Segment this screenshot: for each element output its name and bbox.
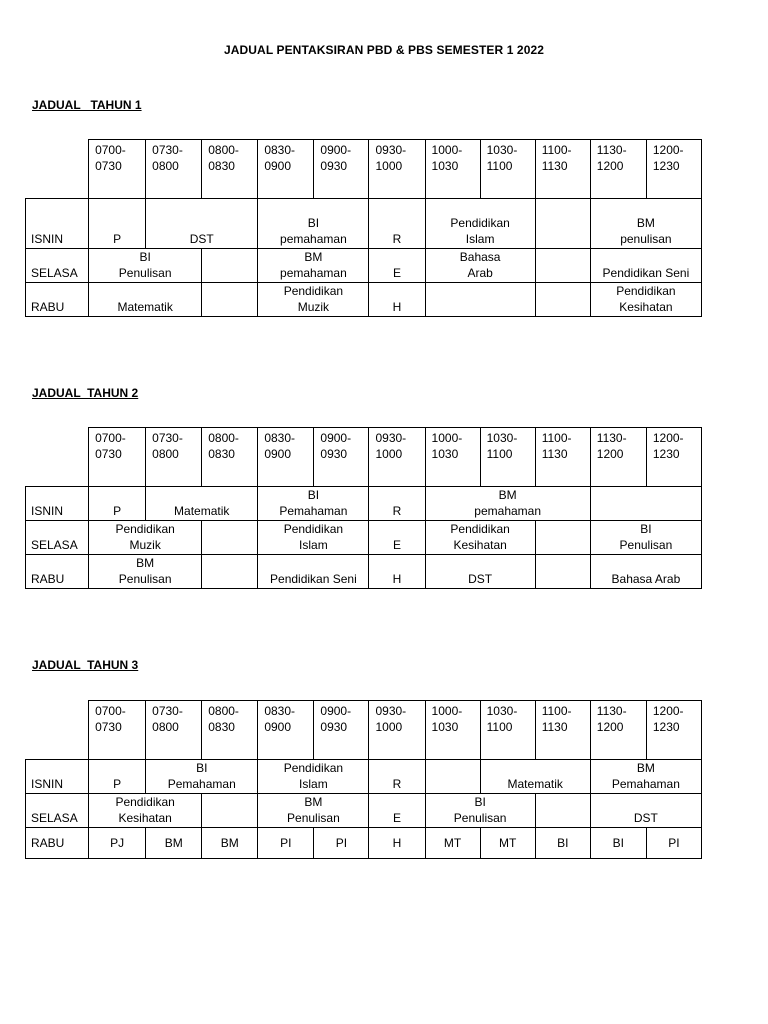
schedule-cell: Bahasa Arab [425,249,535,283]
schedule-cell [535,199,590,249]
day-label: RABU [26,283,89,317]
schedule-cell: Bahasa Arab [590,555,701,589]
schedule-cell: BM [202,828,258,859]
day-label: ISNIN [26,760,89,794]
schedule-cell [535,249,590,283]
day-label: ISNIN [26,199,89,249]
day-label: RABU [26,555,89,589]
time-slot: 1200- 1230 [646,428,701,487]
time-slot: 0800- 0830 [202,428,258,487]
time-header-row [26,701,702,760]
time-slot: 0900- 0930 [314,140,369,199]
table-row [26,555,702,589]
time-slot: 1030- 1100 [480,701,535,760]
heading-tahun-1: JADUAL TAHUN 1 [32,98,142,112]
time-slot: 1130- 1200 [590,701,646,760]
schedule-cell: Matematik [480,760,590,794]
schedule-cell [535,521,590,555]
schedule-cell: Matematik [146,487,258,521]
table-row [26,521,702,555]
heading-tahun-3: JADUAL TAHUN 3 [32,658,139,672]
day-label: SELASA [26,249,89,283]
time-slot: 1000- 1030 [425,140,480,199]
schedule-cell: BI Penulisan [89,249,202,283]
schedule-cell: R [369,760,425,794]
time-slot: 0700- 0730 [89,428,146,487]
time-slot: 1000- 1030 [425,428,480,487]
schedule-cell: MT [480,828,535,859]
schedule-cell: P [89,760,146,794]
table-row [26,760,702,794]
schedule-cell: PI [314,828,369,859]
time-slot: 0730- 0800 [146,428,202,487]
schedule-cell: BI Penulisan [425,794,535,828]
schedule-cell: R [369,487,425,521]
schedule-cell: R [369,199,425,249]
schedule-cell: DST [146,199,258,249]
time-slot: 1100- 1130 [535,428,590,487]
table-row [26,283,702,317]
schedule-cell: Pendidikan Islam [258,521,369,555]
table-row [26,828,702,859]
schedule-cell: H [369,828,425,859]
time-slot: 0930- 1000 [369,428,425,487]
time-slot: 0800- 0830 [202,701,258,760]
time-slot: 0830- 0900 [258,701,314,760]
time-slot: 1000- 1030 [425,701,480,760]
schedule-cell: BM Penulisan [89,555,202,589]
schedule-cell: BI Penulisan [590,521,701,555]
time-slot: 1100- 1130 [535,701,590,760]
schedule-cell: BM pemahaman [258,249,369,283]
time-slot: 1200- 1230 [646,701,701,760]
schedule-cell [535,794,590,828]
time-slot: 1100- 1130 [535,140,590,199]
schedule-cell: MT [425,828,480,859]
time-header-row [26,428,702,487]
heading-tahun-2: JADUAL TAHUN 2 [32,386,139,400]
schedule-cell: E [369,521,425,555]
corner-cell [26,701,89,760]
schedule-cell: PI [646,828,701,859]
schedule-cell: BI [535,828,590,859]
time-slot: 0930- 1000 [369,140,425,199]
time-slot: 0700- 0730 [89,140,146,199]
schedule-table-tahun-3 [25,700,702,859]
schedule-cell [202,283,258,317]
time-slot: 1200- 1230 [646,140,701,199]
schedule-table-tahun-2 [25,427,702,589]
schedule-cell: Matematik [89,283,202,317]
time-slot: 1030- 1100 [480,428,535,487]
schedule-cell: P [89,199,146,249]
schedule-cell: H [369,555,425,589]
schedule-cell: Pendidikan Muzik [258,283,369,317]
schedule-cell [425,283,535,317]
schedule-cell: DST [425,555,535,589]
schedule-cell: Pendidikan Seni [590,249,701,283]
day-label: RABU [26,828,89,859]
time-header-row [26,140,702,199]
schedule-cell: BI Pemahaman [258,487,369,521]
schedule-cell: E [369,249,425,283]
time-slot: 0700- 0730 [89,701,146,760]
schedule-cell: Pendidikan Islam [258,760,369,794]
day-label: ISNIN [26,487,89,521]
corner-cell [26,428,89,487]
time-slot: 0830- 0900 [258,428,314,487]
schedule-cell: Pendidikan Muzik [89,521,202,555]
time-slot: 1130- 1200 [590,140,646,199]
time-slot: 0900- 0930 [314,428,369,487]
schedule-cell: P [89,487,146,521]
time-slot: 1030- 1100 [480,140,535,199]
table-row [26,487,702,521]
time-slot: 0730- 0800 [146,140,202,199]
schedule-cell [590,487,701,521]
schedule-cell: BM Pemahaman [590,760,701,794]
schedule-cell: BM Penulisan [258,794,369,828]
corner-cell [26,140,89,199]
time-slot: 0730- 0800 [146,701,202,760]
schedule-table-tahun-1 [25,139,702,317]
day-label: SELASA [26,794,89,828]
day-label: SELASA [26,521,89,555]
schedule-cell [425,760,480,794]
schedule-cell: BI Pemahaman [146,760,258,794]
schedule-cell: Pendidikan Seni [258,555,369,589]
table-row [26,249,702,283]
schedule-cell: Pendidikan Kesihatan [425,521,535,555]
schedule-cell: H [369,283,425,317]
schedule-cell: Pendidikan Kesihatan [89,794,202,828]
time-slot: 1130- 1200 [590,428,646,487]
schedule-cell: PI [258,828,314,859]
time-slot: 0900- 0930 [314,701,369,760]
schedule-cell [535,283,590,317]
schedule-cell [202,521,258,555]
schedule-cell: DST [590,794,701,828]
schedule-cell [202,249,258,283]
schedule-cell: Pendidikan Islam [425,199,535,249]
schedule-cell [202,794,258,828]
schedule-cell: BI pemahaman [258,199,369,249]
schedule-cell [202,555,258,589]
time-slot: 0830- 0900 [258,140,314,199]
schedule-cell: BM pemahaman [425,487,590,521]
schedule-cell: Pendidikan Kesihatan [590,283,701,317]
time-slot: 0930- 1000 [369,701,425,760]
time-slot: 0800- 0830 [202,140,258,199]
schedule-cell: PJ [89,828,146,859]
table-row [26,199,702,249]
schedule-cell: E [369,794,425,828]
schedule-cell: BM [146,828,202,859]
schedule-cell: BI [590,828,646,859]
schedule-cell: BM penulisan [590,199,701,249]
document-title: JADUAL PENTAKSIRAN PBD & PBS SEMESTER 1 2022 [223,43,545,57]
schedule-cell [535,555,590,589]
table-row [26,794,702,828]
